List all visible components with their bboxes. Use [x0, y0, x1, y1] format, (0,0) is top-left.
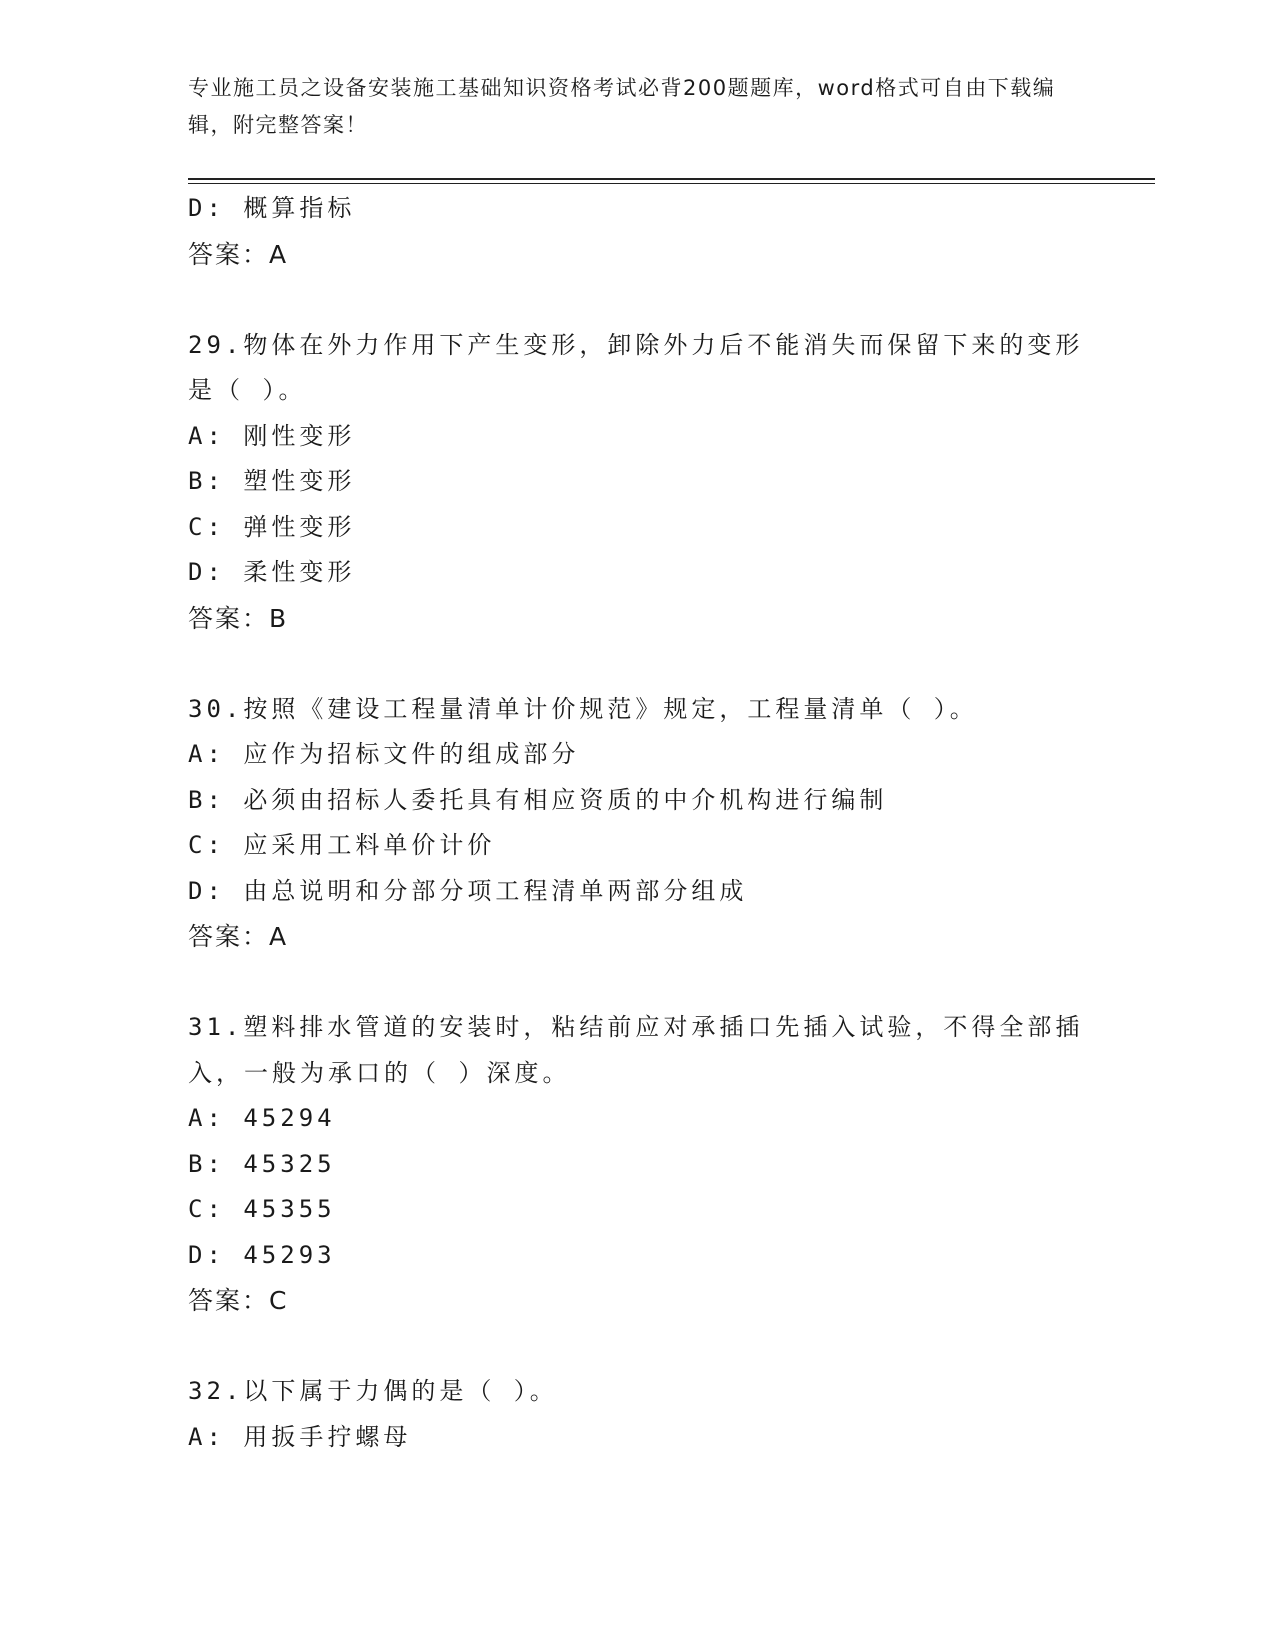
option-d: D: 柔性变形: [188, 558, 356, 586]
spacer: [188, 277, 1088, 323]
spacer: [188, 641, 1088, 687]
question-content: [188, 186, 1088, 1460]
question-stem: 32.以下属于力偶的是（ ）。: [188, 1377, 558, 1405]
option-b: B: 塑性变形: [188, 467, 356, 495]
header-divider-thin: [188, 183, 1155, 184]
spacer: [188, 960, 1088, 1006]
question-block: [188, 1005, 1088, 1324]
answer-line: 答案：B: [188, 603, 289, 633]
option-d: D: 45293: [188, 1240, 336, 1269]
option-c: C: 应采用工料单价计价: [188, 831, 496, 859]
option-d: D: 概算指标: [188, 194, 356, 222]
question-stem: 31.塑料排水管道的安装时，粘结前应对承插口先插入试验，不得全部插入，一般为承口的（ ）深度。: [188, 1013, 1084, 1087]
option-a: A: 应作为招标文件的组成部分: [188, 740, 580, 768]
option-a: A: 刚性变形: [188, 421, 356, 450]
header-title: 专业施工员之设备安装施工基础知识资格考试必背200题题库，word格式可自由下载编辑，附完整答案！: [188, 76, 1056, 137]
answer-line: 答案：A: [188, 922, 289, 951]
option-c: C: 弹性变形: [188, 512, 356, 541]
answer-line: 答案：C: [188, 1286, 289, 1315]
option-b: B: 必须由招标人委托具有相应资质的中介机构进行编制: [188, 785, 888, 814]
header-divider-thick: [188, 178, 1155, 180]
option-d: D: 由总说明和分部分项工程清单两部分组成: [188, 876, 748, 905]
option-a: A: 用扳手拧螺母: [188, 1422, 412, 1451]
option-c: C: 45355: [188, 1195, 336, 1223]
question-block: [188, 1369, 1088, 1460]
question-stem: 30.按照《建设工程量清单计价规范》规定，工程量清单（ ）。: [188, 694, 978, 723]
spacer: [188, 1324, 1088, 1370]
option-b: B: 45325: [188, 1149, 336, 1178]
question-block: [188, 323, 1088, 642]
option-a: A: 45294: [188, 1104, 336, 1132]
answer-line: 答案：A: [188, 239, 289, 269]
question-stem: 29.物体在外力作用下产生变形，卸除外力后不能消失而保留下来的变形是（ ）。: [188, 330, 1084, 404]
question-block: [188, 687, 1088, 960]
page-header: [188, 70, 1088, 144]
